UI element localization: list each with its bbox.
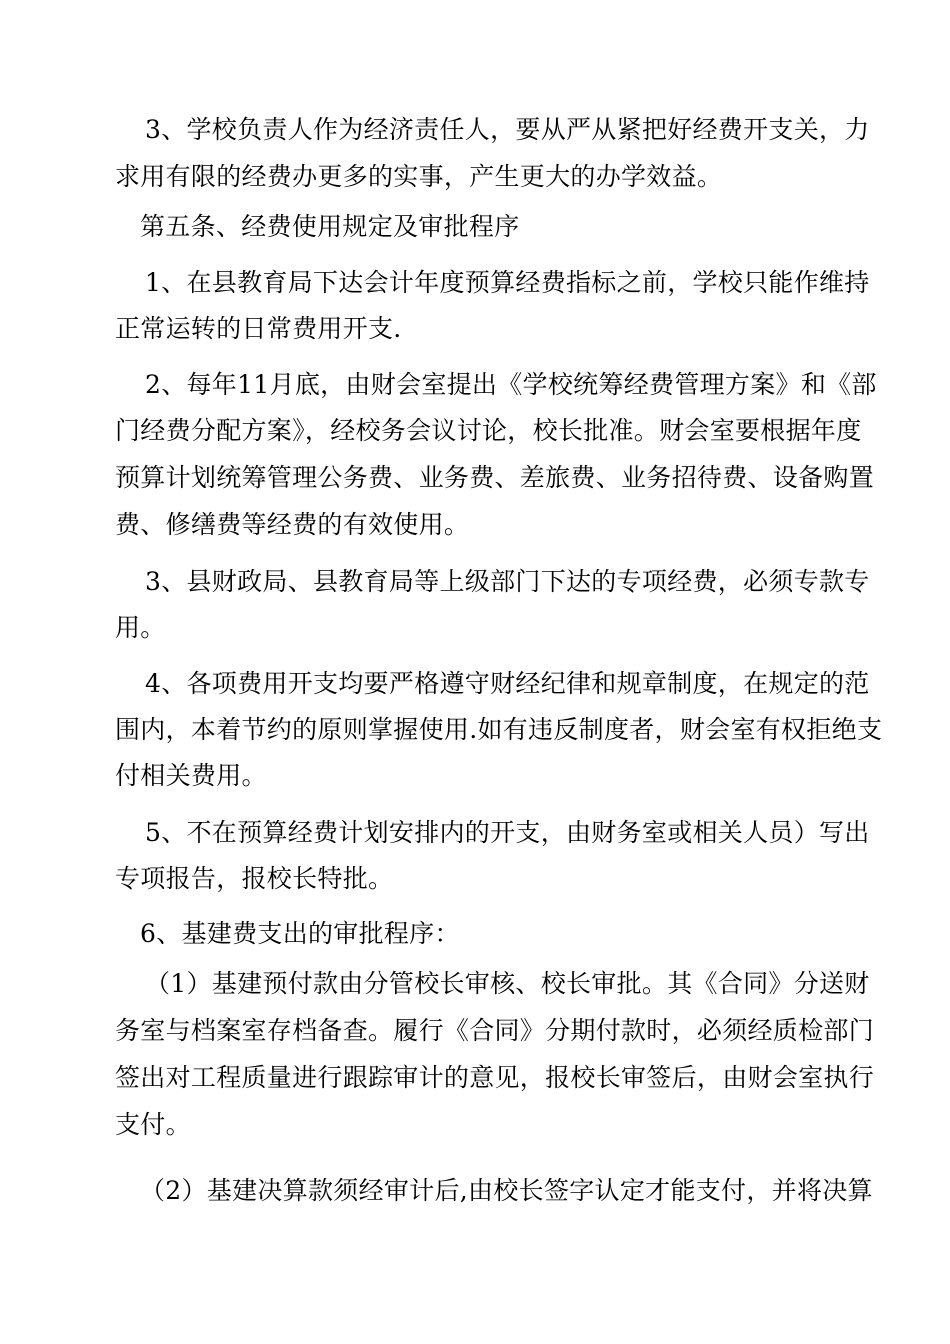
text-line: 3、学校负责人作为经济责任人，要从严从紧把好经费开支关，力 (145, 115, 870, 144)
text-line: 围内，本着节约的原则掌握使用.如有违反制度者，财会室有权拒绝支 (115, 715, 883, 744)
text-line: 1、在县教育局下达会计年度预算经费指标之前，学校只能作维持 (145, 268, 870, 297)
text-line: （2）基建决算款须经审计后,由校长签字认定才能支付，并将决算 (140, 1176, 873, 1205)
text-line: 预算计划统筹管理公务费、业务费、差旅费、业务招待费、设备购置 (115, 463, 875, 492)
text-line: 付相关费用。 (115, 761, 267, 790)
text-line: 2、每年11月底，由财会室提出《学校统筹经费管理方案》和《部 (145, 370, 877, 399)
section-heading: 第五条、经费使用规定及审批程序 (140, 212, 520, 241)
text-line: 门经费分配方案》，经校务会议讨论，校长批准。财会室要根据年度 (115, 416, 862, 445)
text-line: 正常运转的日常费用开支. (115, 314, 402, 343)
text-line: 4、各项费用开支均要严格遵守财经纪律和规章制度，在规定的范 (145, 669, 870, 698)
text-line: 求用有限的经费办更多的实事，产生更大的办学效益。 (115, 162, 723, 191)
text-line: 务室与档案室存档备查。履行《合同》分期付款时，必须经质检部门 (115, 1016, 875, 1045)
text-line: 3、县财政局、县教育局等上级部门下达的专项经费，必须专款专 (145, 567, 870, 596)
text-line: 支付。 (115, 1110, 191, 1139)
text-line: 用。 (115, 613, 166, 642)
text-line: 费、修缮费等经费的有效使用。 (115, 510, 470, 539)
text-line: 5、不在预算经费计划安排内的开支，由财务室或相关人员）写出 (145, 818, 870, 847)
text-line: （1）基建预付款由分管校长审核、校长审批。其《合同》分送财 (145, 969, 870, 998)
text-line: 签出对工程质量进行跟踪审计的意见，报校长审签后，由财会室执行 (115, 1063, 875, 1092)
text-line: 6、基建费支出的审批程序： (140, 919, 460, 948)
text-line: 专项报告，报校长特批。 (115, 864, 394, 893)
